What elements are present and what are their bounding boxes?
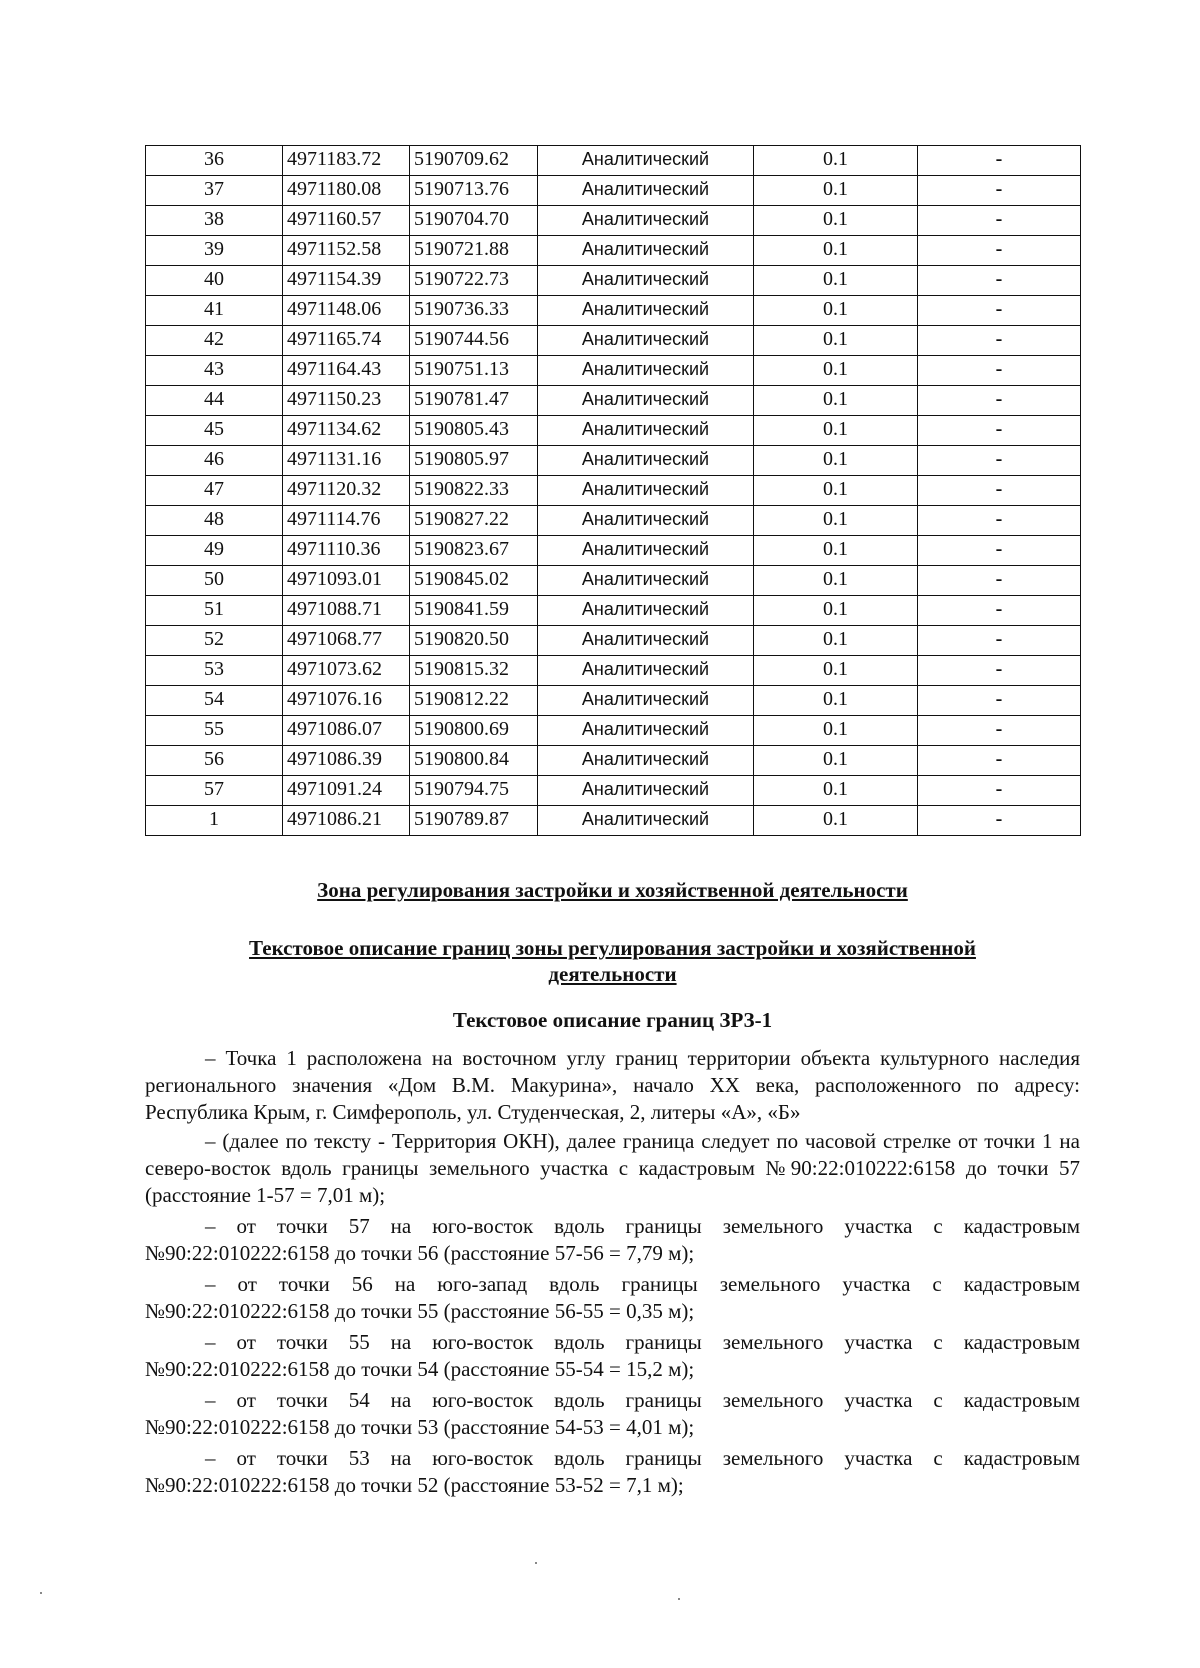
method-cell: Аналитический [538, 746, 754, 776]
accuracy-cell: 0.1 [754, 626, 918, 656]
point-number-cell: 53 [146, 656, 283, 686]
table-row [146, 416, 1081, 446]
y-coordinate-cell: 5190845.02 [410, 566, 538, 596]
x-coordinate-cell: 4971086.07 [283, 716, 410, 746]
point-number-cell: 48 [146, 506, 283, 536]
y-coordinate-cell: 5190823.67 [410, 536, 538, 566]
accuracy-cell: 0.1 [754, 326, 918, 356]
accuracy-cell: 0.1 [754, 746, 918, 776]
point-number-cell: 1 [146, 806, 283, 836]
method-cell: Аналитический [538, 686, 754, 716]
point-number-cell: 39 [146, 236, 283, 266]
paragraph: – Точка 1 расположена на восточном углу границ территории объекта культурного наследия регионального значения «Дом В.М. Макурина», начало ХХ века, расположенного по адресу: Республика Крым, г. Симферополь, ул. Студенческая, 2, литеры «А», «Б» [145, 1046, 1080, 1124]
accuracy-cell: 0.1 [754, 296, 918, 326]
method-cell: Аналитический [538, 656, 754, 686]
point-number-cell: 43 [146, 356, 283, 386]
accuracy-cell: 0.1 [754, 716, 918, 746]
accuracy-cell: 0.1 [754, 206, 918, 236]
note-cell: - [918, 716, 1081, 746]
method-cell: Аналитический [538, 806, 754, 836]
table-row [146, 746, 1081, 776]
table-row [146, 806, 1081, 836]
y-coordinate-cell: 5190800.69 [410, 716, 538, 746]
coordinates-table [145, 145, 1081, 836]
y-coordinate-cell: 5190781.47 [410, 386, 538, 416]
x-coordinate-cell: 4971164.43 [283, 356, 410, 386]
y-coordinate-cell: 5190815.32 [410, 656, 538, 686]
accuracy-cell: 0.1 [754, 356, 918, 386]
x-coordinate-cell: 4971088.71 [283, 596, 410, 626]
y-coordinate-cell: 5190744.56 [410, 326, 538, 356]
x-coordinate-cell: 4971120.32 [283, 476, 410, 506]
zone-title: Зона регулирования застройки и хозяйственной деятельности [317, 878, 908, 902]
method-cell: Аналитический [538, 596, 754, 626]
accuracy-cell: 0.1 [754, 236, 918, 266]
y-coordinate-cell: 5190709.62 [410, 146, 538, 176]
text-description-title-line2: деятельности [548, 962, 677, 986]
table-row [146, 236, 1081, 266]
method-cell: Аналитический [538, 716, 754, 746]
note-cell: - [918, 686, 1081, 716]
method-cell: Аналитический [538, 206, 754, 236]
y-coordinate-cell: 5190800.84 [410, 746, 538, 776]
y-coordinate-cell: 5190721.88 [410, 236, 538, 266]
table-row [146, 266, 1081, 296]
point-number-cell: 38 [146, 206, 283, 236]
accuracy-cell: 0.1 [754, 416, 918, 446]
y-coordinate-cell: 5190704.70 [410, 206, 538, 236]
note-cell: - [918, 626, 1081, 656]
note-cell: - [918, 236, 1081, 266]
accuracy-cell: 0.1 [754, 656, 918, 686]
accuracy-cell: 0.1 [754, 146, 918, 176]
table-row [146, 146, 1081, 176]
y-coordinate-cell: 5190822.33 [410, 476, 538, 506]
y-coordinate-cell: 5190751.13 [410, 356, 538, 386]
y-coordinate-cell: 5190713.76 [410, 176, 538, 206]
point-number-cell: 44 [146, 386, 283, 416]
text-description-title [145, 935, 1080, 987]
table-row [146, 206, 1081, 236]
method-cell: Аналитический [538, 536, 754, 566]
method-cell: Аналитический [538, 506, 754, 536]
point-number-cell: 42 [146, 326, 283, 356]
paragraph: – от точки 53 на юго-восток вдоль границы земельного участка с кадастровым №90:22:010222:6158 до точки 52 (расстояние 53-52 = 7,1 м); [145, 1446, 1080, 1497]
method-cell: Аналитический [538, 476, 754, 506]
table-row [146, 176, 1081, 206]
paragraph: – от точки 54 на юго-восток вдоль границы земельного участка с кадастровым №90:22:010222:6158 до точки 53 (расстояние 54-53 = 4,01 м); [145, 1388, 1080, 1439]
x-coordinate-cell: 4971110.36 [283, 536, 410, 566]
point-number-cell: 37 [146, 176, 283, 206]
x-coordinate-cell: 4971131.16 [283, 446, 410, 476]
method-cell: Аналитический [538, 236, 754, 266]
x-coordinate-cell: 4971152.58 [283, 236, 410, 266]
note-cell: - [918, 476, 1081, 506]
note-cell: - [918, 296, 1081, 326]
note-cell: - [918, 146, 1081, 176]
point-number-cell: 56 [146, 746, 283, 776]
accuracy-cell: 0.1 [754, 176, 918, 206]
y-coordinate-cell: 5190805.43 [410, 416, 538, 446]
method-cell: Аналитический [538, 266, 754, 296]
note-cell: - [918, 776, 1081, 806]
table-row [146, 506, 1081, 536]
table-row [146, 536, 1081, 566]
accuracy-cell: 0.1 [754, 506, 918, 536]
zrz-title: Текстовое описание границ ЗРЗ-1 [452, 1008, 773, 1032]
y-coordinate-cell: 5190805.97 [410, 446, 538, 476]
method-cell: Аналитический [538, 626, 754, 656]
x-coordinate-cell: 4971180.08 [283, 176, 410, 206]
accuracy-cell: 0.1 [754, 386, 918, 416]
method-cell: Аналитический [538, 176, 754, 206]
x-coordinate-cell: 4971073.62 [283, 656, 410, 686]
x-coordinate-cell: 4971091.24 [283, 776, 410, 806]
paragraph: – (далее по тексту - Территория ОКН), далее граница следует по часовой стрелке от точки 1 на северо-восток вдоль границы земельного участка с кадастровым №90:22:010222:6158 до точки 57 (расстояние 1-57 = 7,01 м); [145, 1129, 1080, 1207]
point-number-cell: 46 [146, 446, 283, 476]
point-number-cell: 51 [146, 596, 283, 626]
accuracy-cell: 0.1 [754, 266, 918, 296]
method-cell: Аналитический [538, 416, 754, 446]
point-number-cell: 40 [146, 266, 283, 296]
x-coordinate-cell: 4971076.16 [283, 686, 410, 716]
y-coordinate-cell: 5190827.22 [410, 506, 538, 536]
x-coordinate-cell: 4971086.39 [283, 746, 410, 776]
table-row [146, 776, 1081, 806]
table-row [146, 566, 1081, 596]
table-row [146, 686, 1081, 716]
note-cell: - [918, 176, 1081, 206]
point-number-cell: 45 [146, 416, 283, 446]
paragraph: – от точки 55 на юго-восток вдоль границы земельного участка с кадастровым №90:22:010222:6158 до точки 54 (расстояние 55-54 = 15,2 м); [145, 1330, 1080, 1381]
note-cell: - [918, 416, 1081, 446]
note-cell: - [918, 446, 1081, 476]
x-coordinate-cell: 4971150.23 [283, 386, 410, 416]
x-coordinate-cell: 4971093.01 [283, 566, 410, 596]
point-number-cell: 41 [146, 296, 283, 326]
accuracy-cell: 0.1 [754, 536, 918, 566]
accuracy-cell: 0.1 [754, 566, 918, 596]
table-row [146, 656, 1081, 686]
method-cell: Аналитический [538, 386, 754, 416]
paragraph: – от точки 57 на юго-восток вдоль границы земельного участка с кадастровым №90:22:010222:6158 до точки 56 (расстояние 57-56 = 7,79 м); [145, 1214, 1080, 1265]
accuracy-cell: 0.1 [754, 806, 918, 836]
y-coordinate-cell: 5190794.75 [410, 776, 538, 806]
method-cell: Аналитический [538, 146, 754, 176]
x-coordinate-cell: 4971134.62 [283, 416, 410, 446]
note-cell: - [918, 206, 1081, 236]
x-coordinate-cell: 4971086.21 [283, 806, 410, 836]
accuracy-cell: 0.1 [754, 776, 918, 806]
note-cell: - [918, 356, 1081, 386]
y-coordinate-cell: 5190841.59 [410, 596, 538, 626]
point-number-cell: 55 [146, 716, 283, 746]
y-coordinate-cell: 5190789.87 [410, 806, 538, 836]
y-coordinate-cell: 5190722.73 [410, 266, 538, 296]
table-row [146, 626, 1081, 656]
note-cell: - [918, 746, 1081, 776]
x-coordinate-cell: 4971148.06 [283, 296, 410, 326]
scan-speck [535, 1562, 537, 1564]
coordinates-table-body [146, 146, 1081, 836]
table-row [146, 296, 1081, 326]
note-cell: - [918, 596, 1081, 626]
x-coordinate-cell: 4971183.72 [283, 146, 410, 176]
note-cell: - [918, 536, 1081, 566]
table-row [146, 476, 1081, 506]
accuracy-cell: 0.1 [754, 476, 918, 506]
y-coordinate-cell: 5190820.50 [410, 626, 538, 656]
method-cell: Аналитический [538, 446, 754, 476]
accuracy-cell: 0.1 [754, 596, 918, 626]
method-cell: Аналитический [538, 566, 754, 596]
x-coordinate-cell: 4971160.57 [283, 206, 410, 236]
note-cell: - [918, 656, 1081, 686]
note-cell: - [918, 506, 1081, 536]
y-coordinate-cell: 5190812.22 [410, 686, 538, 716]
text-description-title-line1: Текстовое описание границ зоны регулирования застройки и хозяйственной [249, 936, 976, 960]
boundary-description [145, 1045, 1080, 1501]
scan-speck [678, 1598, 680, 1600]
method-cell: Аналитический [538, 296, 754, 326]
point-number-cell: 47 [146, 476, 283, 506]
x-coordinate-cell: 4971165.74 [283, 326, 410, 356]
table-row [146, 386, 1081, 416]
table-row [146, 356, 1081, 386]
accuracy-cell: 0.1 [754, 446, 918, 476]
point-number-cell: 36 [146, 146, 283, 176]
accuracy-cell: 0.1 [754, 686, 918, 716]
table-row [146, 446, 1081, 476]
x-coordinate-cell: 4971068.77 [283, 626, 410, 656]
note-cell: - [918, 386, 1081, 416]
note-cell: - [918, 266, 1081, 296]
method-cell: Аналитический [538, 326, 754, 356]
x-coordinate-cell: 4971154.39 [283, 266, 410, 296]
note-cell: - [918, 566, 1081, 596]
point-number-cell: 57 [146, 776, 283, 806]
table-row [146, 596, 1081, 626]
table-row [146, 326, 1081, 356]
point-number-cell: 49 [146, 536, 283, 566]
point-number-cell: 52 [146, 626, 283, 656]
paragraph: – от точки 56 на юго-запад вдоль границы земельного участка с кадастровым №90:22:010222:6158 до точки 55 (расстояние 56-55 = 0,35 м); [145, 1272, 1080, 1323]
point-number-cell: 50 [146, 566, 283, 596]
note-cell: - [918, 326, 1081, 356]
scan-speck [40, 1592, 42, 1594]
method-cell: Аналитический [538, 776, 754, 806]
note-cell: - [918, 806, 1081, 836]
point-number-cell: 54 [146, 686, 283, 716]
table-row [146, 716, 1081, 746]
y-coordinate-cell: 5190736.33 [410, 296, 538, 326]
x-coordinate-cell: 4971114.76 [283, 506, 410, 536]
method-cell: Аналитический [538, 356, 754, 386]
